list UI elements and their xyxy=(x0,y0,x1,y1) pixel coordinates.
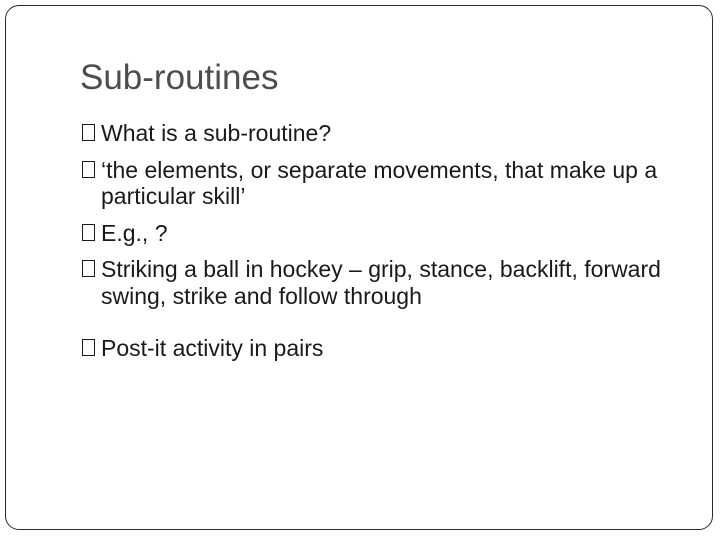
bullet-item xyxy=(82,220,687,247)
bullet-text: ‘the elements, or separate movements, that make up a particular skill’ xyxy=(101,156,658,209)
bullet-item xyxy=(82,335,687,362)
bullet-text: E.g., ? xyxy=(101,219,168,246)
bullet-item xyxy=(82,157,687,210)
bullet-box-icon xyxy=(82,339,95,356)
bullet-item xyxy=(82,120,687,147)
slide-title: Sub-routines xyxy=(80,58,279,97)
bullet-item xyxy=(82,256,687,309)
bullet-box-icon xyxy=(82,260,95,277)
bullet-box-icon xyxy=(82,161,95,178)
bullet-box-icon xyxy=(82,224,95,241)
bullet-list xyxy=(82,120,687,372)
bullet-text: What is a sub-routine? xyxy=(101,120,332,146)
bullet-text: Post-it activity in pairs xyxy=(101,335,324,361)
bullet-text: Striking a ball in hockey – grip, stance, backlift, forward swing, strike and follow through xyxy=(101,256,661,309)
bullet-box-icon xyxy=(82,124,95,141)
